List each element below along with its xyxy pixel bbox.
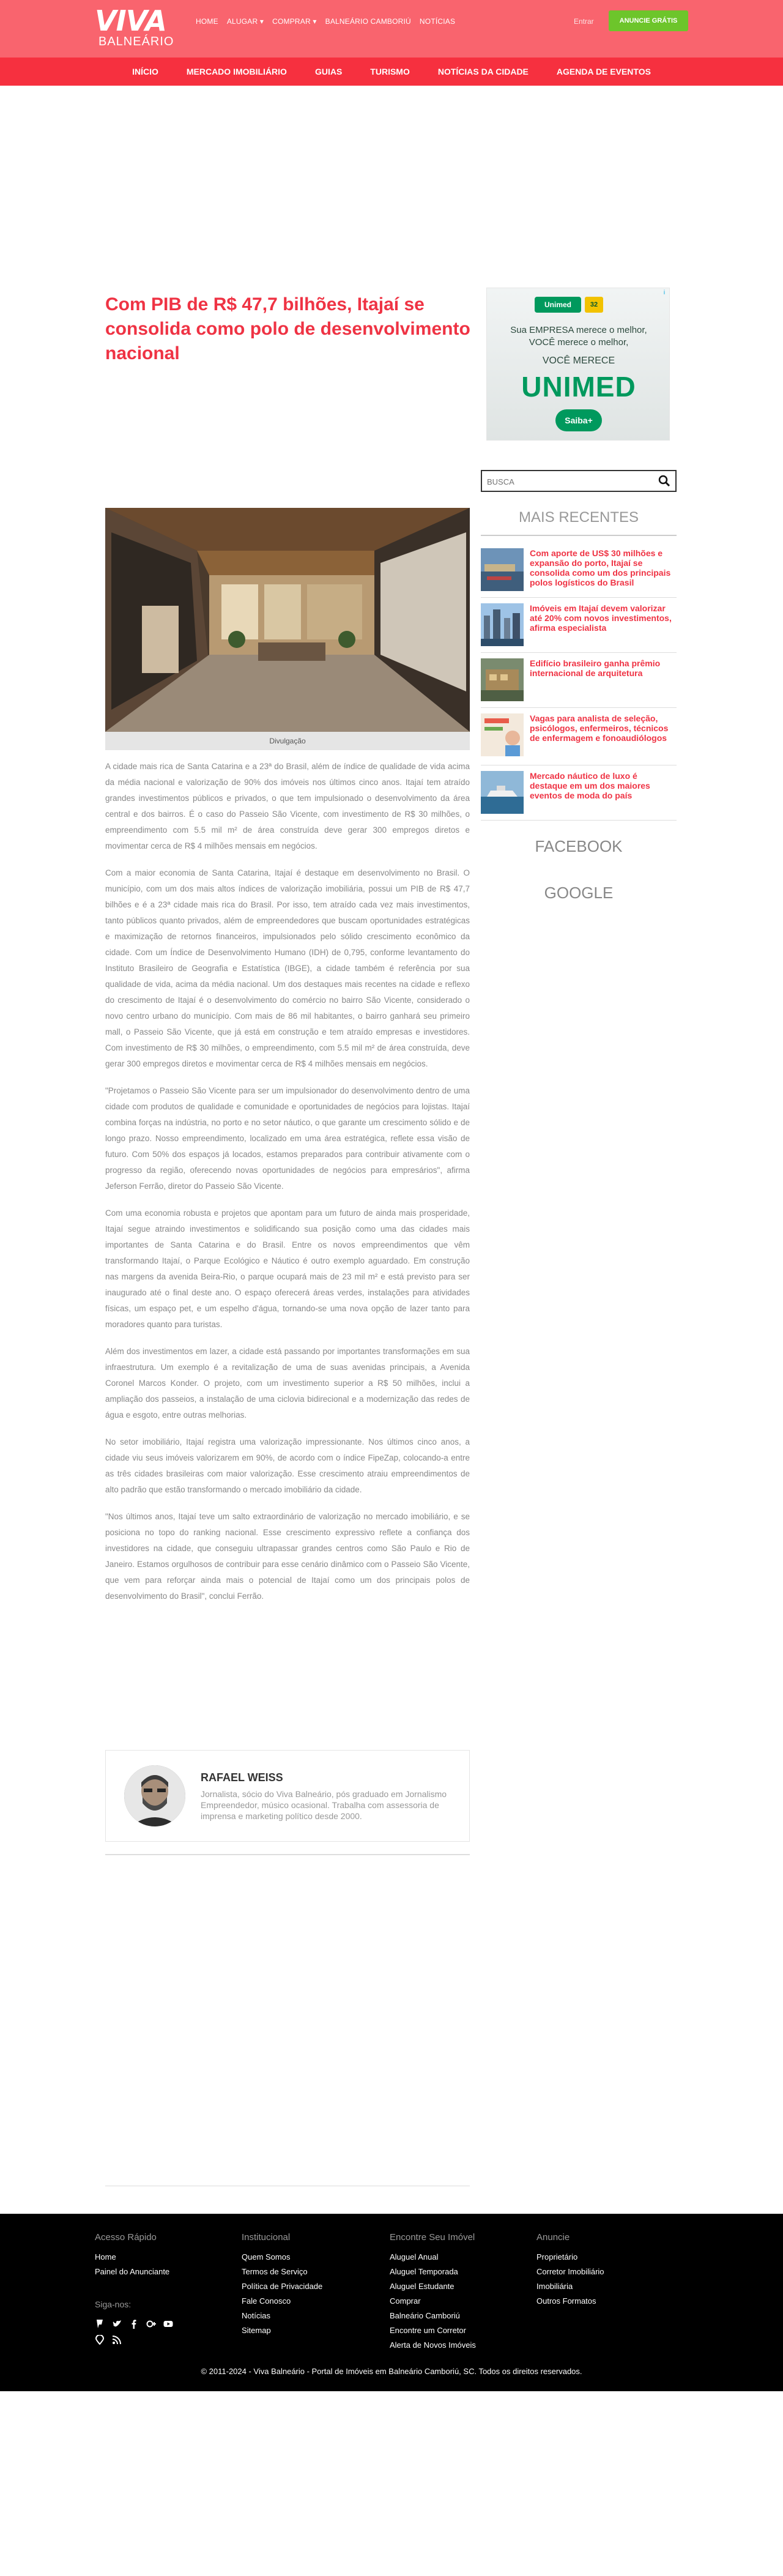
footer-column-encontre <box>390 2232 524 2353</box>
recent-thumbnail <box>481 658 524 701</box>
image-caption: Divulgação <box>105 732 470 750</box>
divider <box>481 652 677 653</box>
recent-posts-heading: MAIS RECENTES <box>518 509 639 526</box>
footer-link[interactable]: Aluguel Estudante <box>390 2282 455 2291</box>
main-nav-mercado[interactable]: MERCADO IMOBILIÁRIO <box>186 67 287 76</box>
divider <box>481 597 677 598</box>
footer-link[interactable]: Imobiliária <box>536 2282 573 2291</box>
main-nav-agenda[interactable]: AGENDA DE EVENTOS <box>556 67 651 76</box>
recent-thumbnail <box>481 548 524 591</box>
article-paragraph: A cidade mais rica de Santa Catarina e a 23ª do Brasil, além de índice de qualidade de vida acima da média nacional e valorização de 90% dos imóveis nos últimos cinco anos. Itajaí tem atraído grandes investimentos públicos e privados, o que tem impulsionado o desenvolvimento da área central e dos bairros. É o caso do Passeio São Vicente, com investimento de R$ 30 milhões, o empreendimento com 5.5 mil m² de área construída deve gerar 300 empregos diretos e movimentar cerca de R$ 4 milhões mensais em negócios. <box>105 762 470 851</box>
footer-link[interactable]: Corretor Imobiliário <box>536 2267 604 2276</box>
top-nav-noticias[interactable]: NOTÍCIAS <box>419 17 456 26</box>
footer-link[interactable]: Home <box>95 2252 116 2261</box>
article-paragraph: No setor imobiliário, Itajaí registra uma valorização impressionante. Nos últimos cinco anos, a cidade viu seus imóveis valorizarem em 90%, de acordo com o índice FipeZap, colocando-a entre as três cidades brasileiras com maior valorização. Esse crescimento atraiu empreendimentos de alto padrão que estão transformando o mercado imobiliário da cidade. <box>105 1437 470 1494</box>
main-nav <box>0 58 783 86</box>
facebook-widget-heading: FACEBOOK <box>535 837 623 855</box>
article-body <box>105 759 470 1615</box>
foursquare-icon[interactable] <box>95 2319 105 2329</box>
recent-title[interactable]: Com aporte de US$ 30 milhões e expansão do porto, Itajaí se consolida como um dos principais polos logísticos do Brasil <box>530 548 671 587</box>
top-nav-home[interactable]: HOME <box>196 17 218 26</box>
footer-link[interactable]: Fale Conosco <box>242 2296 291 2306</box>
social-icons <box>95 2319 187 2345</box>
divider <box>481 535 677 536</box>
ad-line-3: VOCÊ MERECE <box>542 356 615 366</box>
article-paragraph: "Projetamos o Passeio São Vicente para ser um impulsionador do desenvolvimento dentro de uma cidade com produtos de qualidade e comunidade e oportunidades de negócios para lojistas. Itajaí combina forças na indústria, no porto e no setor náutico, o que garante um crescimento sólido e de longo prazo. Nosso empreendimento, localizado em uma área estratégica, reflete essa visão de futuro. Com 50% dos espaços já locados, estamos preparados para contribuir ativamente com o progresso da região, oferecendo novas oportunidades de negócios para empresários", afirma Jeferson Ferrão, diretor do Passeio São Vicente. <box>105 1086 470 1191</box>
footer-link[interactable]: Notícias <box>242 2311 270 2320</box>
footer-link[interactable]: Balneário Camboriú <box>390 2311 460 2320</box>
location-icon[interactable] <box>95 2335 105 2345</box>
main-nav-turismo[interactable]: TURISMO <box>370 67 410 76</box>
footer-heading: Encontre Seu Imóvel <box>390 2232 475 2243</box>
site-footer <box>0 2214 783 2391</box>
article-paragraph: Além dos investimentos em lazer, a cidade está passando por importantes transformações em sua infraestrutura. Um exemplo é a revitalização de uma de suas avenidas principais, a Avenida Coronel Marcos Konder. O projeto, com um investimento superior a R$ 50 milhões, inclui a ampliação dos passeios, a instalação de uma ciclovia bidirecional e a modernização das redes de água e esgoto, entre outras melhorias. <box>105 1347 470 1420</box>
divider <box>481 707 677 708</box>
recent-item[interactable] <box>481 771 677 814</box>
recent-item[interactable] <box>481 548 677 591</box>
twitter-icon[interactable] <box>112 2319 122 2329</box>
ad-info-icon[interactable]: i <box>663 289 666 296</box>
ad-saiba-button[interactable]: Saiba+ <box>555 409 602 431</box>
author-avatar <box>124 1765 185 1826</box>
follow-label: Siga-nos: <box>95 2299 132 2309</box>
footer-heading: Acesso Rápido <box>95 2232 157 2243</box>
footer-link[interactable]: Alerta de Novos Imóveis <box>390 2340 476 2350</box>
ad-line-2: VOCÊ merece o melhor, <box>529 337 629 348</box>
footer-link[interactable]: Política de Privacidade <box>242 2282 323 2291</box>
recent-item[interactable] <box>481 658 677 701</box>
footer-link[interactable]: Sitemap <box>242 2326 271 2335</box>
article-hero-image <box>105 508 470 732</box>
ad-brand-logo: Unimed <box>535 297 581 313</box>
google-plus-icon[interactable] <box>146 2319 156 2329</box>
main-nav-inicio[interactable]: INÍCIO <box>132 67 158 76</box>
top-header <box>0 0 783 58</box>
footer-link[interactable]: Termos de Serviço <box>242 2267 308 2276</box>
divider <box>481 820 677 821</box>
footer-link[interactable]: Comprar <box>390 2296 421 2306</box>
logo-sub-text: BALNEÁRIO <box>98 35 174 48</box>
youtube-icon[interactable] <box>163 2319 173 2329</box>
footer-link[interactable]: Outros Formatos <box>536 2296 596 2306</box>
recent-thumbnail <box>481 713 524 756</box>
logo-main-text: VIVA <box>95 4 166 37</box>
ad-headline: UNIMED <box>521 371 636 403</box>
recent-item[interactable] <box>481 603 677 646</box>
rss-icon[interactable] <box>112 2335 122 2345</box>
site-logo[interactable] <box>95 4 174 53</box>
search-input[interactable] <box>487 476 652 487</box>
divider <box>105 1854 470 1855</box>
article-paragraph: "Nos últimos anos, Itajaí teve um salto extraordinário de valorização no mercado imobiliário, e se posiciona no topo do ranking nacional. Esse crescimento expressivo reflete a confiança dos investidores na cidade, que conseguiu ultrapassar grandes centros como São Paulo e Rio de Janeiro. Estamos orgulhosos de contribuir para esse cenário dinâmico com o Passeio São Vicente, que vem para reforçar ainda mais o potencial de Itajaí como um dos principais polos de desenvolvimento do Brasil", conclui Ferrão. <box>105 1512 470 1601</box>
main-nav-noticias[interactable]: NOTÍCIAS DA CIDADE <box>437 67 529 76</box>
article-paragraph: Com uma economia robusta e projetos que apontam para um futuro de ainda mais prosperidade, Itajaí segue atraindo investimentos e solidificando sua posição como uma das cidades mais importantes de Santa Catarina e do Brasil. Entre os novos empreendimentos que vêm transformando Itajaí, o Parque Ecológico e Náutico é outro exemplo aguardado. Em construção nas margens da avenida Beira-Rio, o parque ocupará mais de 23 mil m² e está previsto para ser inaugurado até o final deste ano. O espaço oferecerá áreas verdes, instalações para atividades físicas, um espaço pet, e um espelho d'água, tornando-se uma nova opção de lazer tanto para moradores quanto para turistas. <box>105 1208 470 1329</box>
search-icon[interactable] <box>658 475 670 487</box>
top-nav-comprar[interactable]: COMPRAR ▾ <box>272 17 317 26</box>
copyright-text: © 2011-2024 - Viva Balneário - Portal de Imóveis em Balneário Camboriú, SC. Todos os direitos reservados. <box>201 2367 582 2376</box>
footer-link[interactable]: Aluguel Anual <box>390 2252 439 2261</box>
google-widget-heading: GOOGLE <box>544 884 614 902</box>
footer-column-acesso <box>95 2232 229 2279</box>
unimed-ad[interactable] <box>486 288 670 441</box>
login-link[interactable]: Entrar <box>574 17 594 26</box>
footer-heading: Anuncie <box>536 2232 570 2243</box>
footer-column-anuncie <box>536 2232 671 2309</box>
footer-link[interactable]: Quem Somos <box>242 2252 291 2261</box>
top-nav-alugar[interactable]: ALUGAR ▾ <box>226 17 264 26</box>
footer-column-institucional <box>242 2232 376 2338</box>
ad-badge: 32 <box>585 297 603 313</box>
author-box <box>105 1750 470 1842</box>
recent-title[interactable]: Vagas para analista de seleção, psicólogos, enfermeiros, técnicos de enfermagem e fonoaudiólogos <box>530 713 669 743</box>
recent-thumbnail <box>481 603 524 646</box>
recent-item[interactable] <box>481 713 677 760</box>
footer-heading: Institucional <box>242 2232 291 2243</box>
search-box <box>481 470 677 492</box>
author-bio: Jornalista, sócio do Viva Balneário, pós graduado em Jornalismo Empreendedor, músico ocasional. Trabalha com assessoria de imprensa e marketing político desde 2000. <box>201 1789 447 1821</box>
footer-link[interactable]: Encontre um Corretor <box>390 2326 466 2335</box>
ad-line-1: Sua EMPRESA merece o melhor, <box>510 325 647 335</box>
article-paragraph: Com a maior economia de Santa Catarina, Itajaí é destaque em desenvolvimento no Brasil. O município, com um dos mais altos índices de valorização imobiliária, possui um PIB de R$ 47,7 bilhões e é a 23ª cidade mais rica do Brasil. Por isso, tem atraído cada vez mais investimentos, tanto públicos quanto privados, além de empreendedores que buscam oportunidades estratégicas e maximização de retornos financeiros, impulsionados pelo sólido crescimento econômico da cidade. Com um Índice de Desenvolvimento Humano (IDH) de 0,795, conforme levantamento do Instituto Brasileiro de Geografia e Estatística (IBGE), a cidade também é referência por sua qualidade de vida, acima da média nacional. Um dos destaques mais recentes na cidade e reflexo do crescimento de Itajaí é o desenvolvimento do comércio no bairro São Vicente, considerado o novo centro urbano do município. Com mais de 86 mil habitantes, o bairro ganhará seu primeiro mall, o Passeio São Vicente, que já está em construção e tem atraído empresas e investidores. Com investimento de R$ 30 milhões, o empreendimento, com 5.5 mil m² de área construída, deve gerar 300 empregos diretos e movimentar cerca de R$ 4 milhões mensais em negócios. <box>105 868 470 1068</box>
recent-title[interactable]: Imóveis em Itajaí devem valorizar até 20% com novos investimentos, afirma especialista <box>530 603 672 633</box>
footer-link[interactable]: Painel do Anunciante <box>95 2267 170 2276</box>
top-nav-balneario[interactable]: BALNEÁRIO CAMBORIÚ <box>325 17 411 26</box>
footer-link[interactable]: Aluguel Temporada <box>390 2267 458 2276</box>
top-nav <box>196 17 455 26</box>
article-title: Com PIB de R$ 47,7 bilhões, Itajaí se consolida como polo de desenvolvimento nacional <box>105 294 470 363</box>
recent-thumbnail <box>481 771 524 814</box>
author-name[interactable]: RAFAEL WEISS <box>201 1771 283 1784</box>
anuncie-gratis-button[interactable]: ANUNCIE GRÁTIS <box>609 10 688 31</box>
recent-title[interactable]: Mercado náutico de luxo é destaque em um dos maiores eventos de moda do país <box>530 771 650 800</box>
facebook-icon[interactable] <box>129 2319 139 2329</box>
recent-title[interactable]: Edifício brasileiro ganha prêmio internacional de arquitetura <box>530 658 661 678</box>
main-nav-guias[interactable]: GUIAS <box>314 67 343 76</box>
footer-link[interactable]: Proprietário <box>536 2252 578 2261</box>
